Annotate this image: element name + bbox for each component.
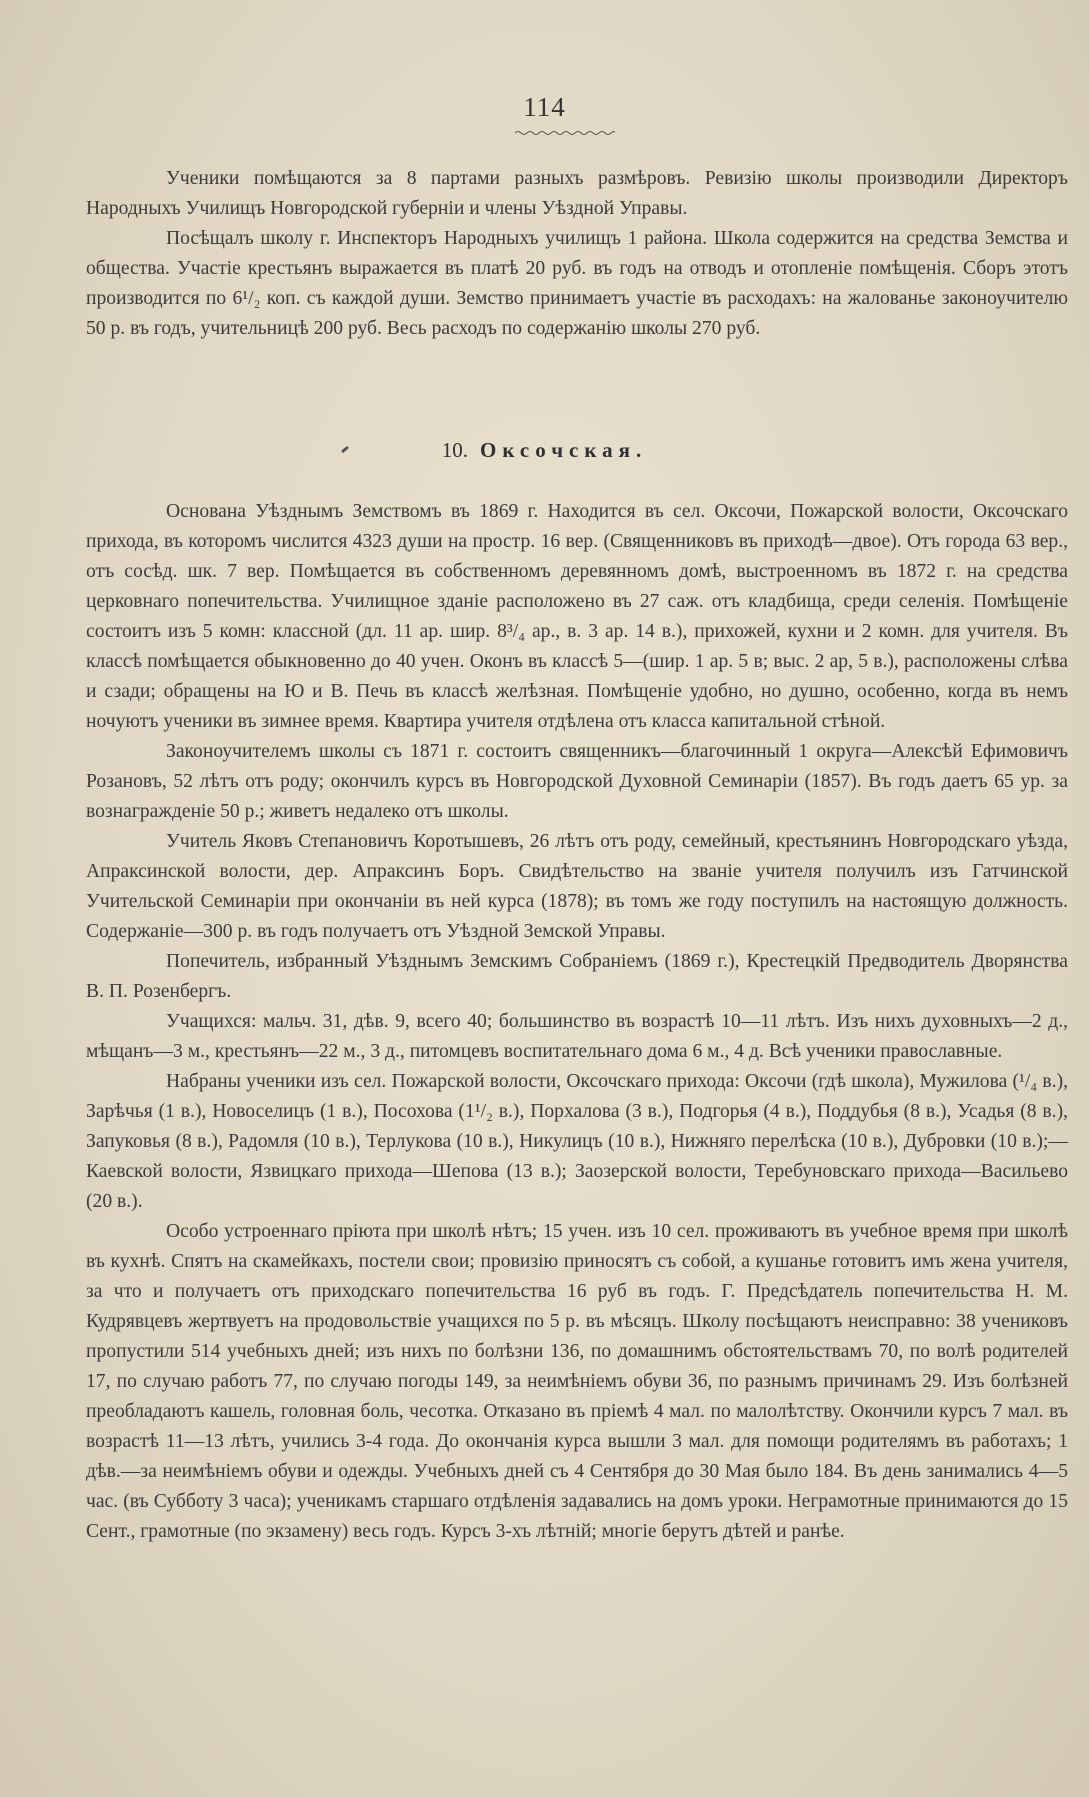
paragraph: Посѣщалъ школу г. Инспекторъ Народныхъ училищъ 1 района. Школа содержится на средства Земства и общества. Участіе крестьянъ выражается въ платѣ 20 руб. въ годъ на отводъ и отопленіе помѣщенія. Сборъ этотъ производится по 6¹/₂ коп. съ каждой души. Земство принимаетъ участіе въ расходахъ: на жалованье законоучителю 50 р. въ годъ, учительницѣ 200 руб. Весь расходъ по содержанію школы 270 руб. — [86, 228, 1068, 339]
paragraph: Особо устроеннаго пріюта при школѣ нѣтъ; 15 учен. изъ 10 сел. проживаютъ въ учебное время при школѣ въ кухнѣ. Спятъ на скамейкахъ, постели свои; провизію приносятъ съ собой, а кушанье готовитъ имъ жена учителя, за что и получаетъ отъ приходскаго попечительства 16 руб въ годъ. Г. Предсѣдатель попечительства Н. М. Кудрявцевъ жертвуетъ на продовольствіе учащихся по 5 р. въ мѣсяцъ. Школу посѣщаютъ неисправно: 38 учениковъ пропустили 514 учебныхъ дней; изъ нихъ по болѣзни 136, по домашнимъ обстоятельствамъ 70, по волѣ родителей 17, по случаю работъ 77, по случаю погоды 149, за неимѣніемъ обуви 36, по разнымъ причинамъ 29. Изъ болѣзней преобладаютъ кашель, головная боль, чесотка. Отказано въ пріемѣ 4 мал. по малолѣтству. Окончили курсъ 7 мал. въ возрастѣ 11—13 лѣтъ, учились 3-4 года. До окончанія курса вышли 3 мал. для помощи родителямъ въ работахъ; 1 дѣв.—за неимѣніемъ обуви и одежды. Учебныхъ дней съ 4 Сентября до 30 Мая было 184. Въ день занимались 4—5 час. (въ Субботу 3 часа); ученикамъ старшаго отдѣленія задавались на домъ уроки. Неграмотные принимаются до 15 Сент., грамотные (по экзамену) весь годъ. Курсъ 3-хъ лѣтній; многіе берутъ дѣтей и ранѣе. — [86, 1221, 1068, 1542]
page-number: 114 — [523, 92, 566, 122]
paragraph: Основана Уѣзднымъ Земствомъ въ 1869 г. Находится въ сел. Оксочи, Пожарской волости, Оксочскаго прихода, въ которомъ числится 4323 души на простр. 16 вер. (Священниковъ въ приходѣ—двое). Отъ города 63 вер., отъ сосѣд. шк. 7 вер. Помѣщается въ собственномъ деревянномъ домѣ, выстроенномъ въ 1872 г. на средства церковнаго попечительства. Училищное зданіе расположено въ 27 саж. отъ кладбища, среди селенія. Помѣщеніе состоитъ изъ 5 комн: классной (дл. 11 ар. шир. 8³/₄ ар., в. 3 ар. 14 в.), прихожей, кухни и 2 комн. для учителя. Въ классѣ помѣщается обыкновенно до 40 учен. Оконъ въ классѣ 5—(шир. 1 ар. 5 в; выс. 2 ар, 5 в.), расположены слѣва и сзади; обращены на Ю и В. Печь въ классѣ желѣзная. Помѣщеніе удобно, но душно, особенно, когда въ немъ ночуютъ ученики въ зимнее время. Квартира учителя отдѣлена отъ класса капитальной стѣной. — [86, 501, 1068, 732]
paragraph: Набраны ученики изъ сел. Пожарской волости, Оксочскаго прихода: Оксочи (гдѣ школа), Мужилова (¹/₄ в.), Зарѣчья (1 в.), Новоселицъ (1 в.), Посохова (1¹/₂ в.), Порхалова (3 в.), Подгорья (4 в.), Поддубья (8 в.), Усадья (8 в.), Запуковья (8 в.), Радомля (10 в.), Терлукова (10 в.), Никулицъ (10 в.), Нижняго перелѣска (10 в.), Дубровки (10 в.);—Каевской волости, Язвицкаго прихода—Шепова (13 в.); Заозерской волости, Теребуновскаго прихода—Васильево (20 в.). — [86, 1071, 1068, 1212]
paragraph: Законоучителемъ школы съ 1871 г. состоитъ священникъ—благочинный 1 округа—Алексѣй Ефимовичъ Розановъ, 52 лѣтъ отъ роду; окончилъ курсъ въ Новгородской Духовной Семинаріи (1857). Въ годъ даетъ 65 ур. за вознагражденіе 50 р.; живетъ недалеко отъ школы. — [86, 741, 1068, 822]
paragraph: Ученики помѣщаются за 8 партами разныхъ размѣровъ. Ревизію школы производили Директоръ Народныхъ Училищъ Новгородской губерніи и члены Уѣздной Управы. — [86, 168, 1068, 219]
paragraph: Попечитель, избранный Уѣзднымъ Земскимъ Собраніемъ (1869 г.), Крестецкій Предводитель Дворянства В. П. Розенбергъ. — [86, 951, 1068, 1002]
paragraph: Учащихся: мальч. 31, дѣв. 9, всего 40; большинство въ возрастѣ 10—11 лѣтъ. Изъ нихъ духовныхъ—2 д., мѣщанъ—3 м., крестьянъ—22 м., 3 д., питомцевъ воспитательнаго дома 6 м., 4 д. Всѣ ученики православные. — [86, 1011, 1068, 1062]
main-text-block — [86, 497, 1068, 1547]
paragraph: Учитель Яковъ Степановичъ Коротышевъ, 26 лѣтъ отъ роду, семейный, крестьянинъ Новгородскаго уѣзда, Апраксинской волости, дер. Апраксинъ Боръ. Свидѣтельство на званіе учителя получилъ изъ Гатчинской Учительской Семинаріи при окончаніи въ ней курса (1878); въ томъ же году поступилъ на настоящую должность. Содержаніе—300 р. въ годъ получаетъ отъ Уѣздной Земской Управы. — [86, 831, 1068, 942]
section-title: Оксочская. — [480, 438, 648, 462]
section-heading — [0, 438, 1089, 463]
section-number: 10. — [441, 438, 468, 462]
top-text-block — [86, 164, 1068, 344]
wavy-rule-ornament — [515, 130, 615, 136]
